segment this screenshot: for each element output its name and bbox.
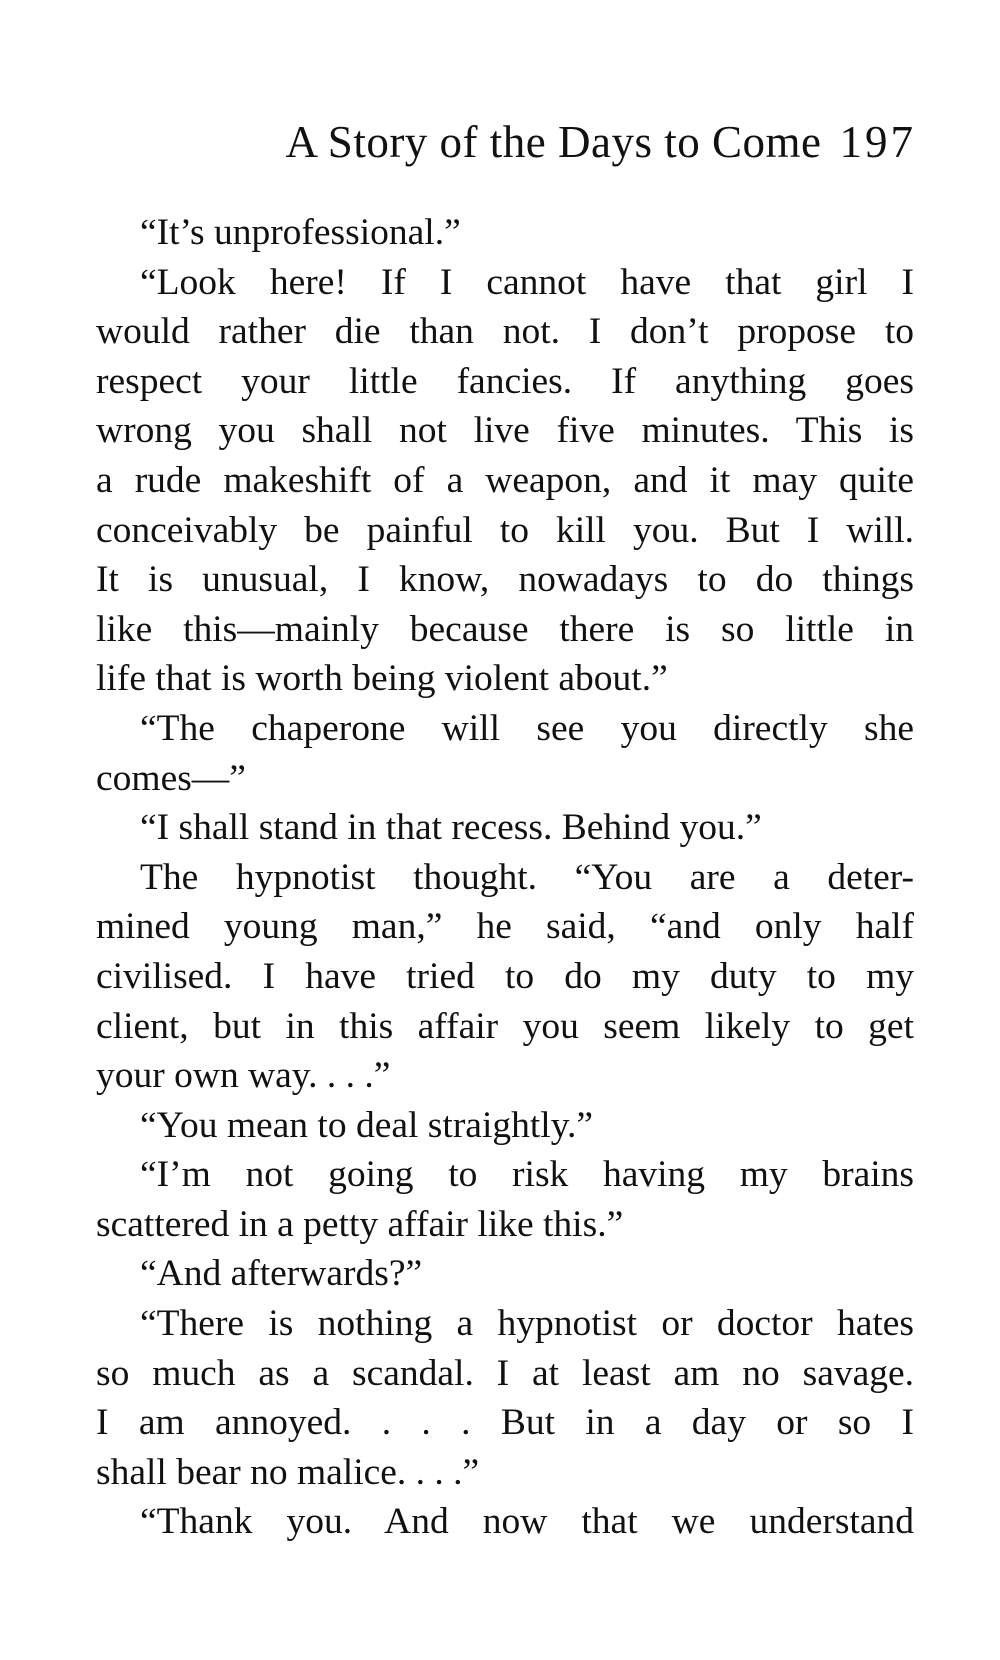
paragraph bbox=[96, 1299, 914, 1497]
text-line: shall bear no malice. . . .” bbox=[96, 1451, 480, 1493]
text-line: “I shall stand in that recess. Behind you.” bbox=[140, 807, 762, 849]
paragraph bbox=[96, 1101, 914, 1151]
text-line: respect your little fancies. If anything goes bbox=[96, 360, 914, 402]
text-line: “It’s unprofessional.” bbox=[140, 212, 461, 253]
paragraph bbox=[96, 1150, 914, 1249]
paragraph bbox=[96, 208, 914, 258]
text-line: so much as a scandal. I at least am no savage. bbox=[96, 1352, 914, 1394]
text-line: “The chaperone will see you directly she bbox=[140, 707, 914, 749]
text-line: It is unusual, I know, nowadays to do things bbox=[96, 559, 914, 601]
text-line: “There is nothing a hypnotist or doctor hates bbox=[140, 1303, 914, 1345]
running-head-title: A Story of the Days to Come bbox=[285, 117, 822, 167]
running-head bbox=[96, 112, 916, 172]
text-line: The hypnotist thought. “You are a deter- bbox=[140, 856, 914, 898]
text-line: conceivably be painful to kill you. But I will. bbox=[96, 509, 914, 551]
text-line: I am annoyed. . . . But in a day or so I bbox=[96, 1402, 914, 1444]
text-line: client, but in this affair you seem likely to get bbox=[96, 1005, 914, 1047]
text-line: mined young man,” he said, “and only half bbox=[96, 906, 914, 948]
paragraph bbox=[96, 803, 914, 853]
text-line: your own way. . . .” bbox=[96, 1055, 391, 1097]
text-line: would rather die than not. I don’t propose to bbox=[96, 311, 914, 353]
paragraph bbox=[96, 1249, 914, 1299]
body-text bbox=[96, 208, 914, 1547]
page-number: 197 bbox=[839, 117, 916, 167]
text-line: like this—mainly because there is so little in bbox=[96, 608, 914, 650]
text-line: “You mean to deal straightly.” bbox=[140, 1104, 594, 1146]
text-line: life that is worth being violent about.” bbox=[96, 658, 668, 700]
text-line: comes—” bbox=[96, 757, 246, 799]
text-line: “Thank you. And now that we understand bbox=[140, 1501, 914, 1543]
text-line: “Look here! If I cannot have that girl I bbox=[140, 261, 914, 303]
paragraph bbox=[96, 1497, 914, 1547]
text-line: scattered in a petty affair like this.” bbox=[96, 1203, 624, 1245]
text-line: wrong you shall not live five minutes. This is bbox=[96, 410, 914, 452]
text-line: “I’m not going to risk having my brains bbox=[140, 1154, 914, 1196]
text-line: a rude makeshift of a weapon, and it may quite bbox=[96, 459, 914, 501]
paragraph bbox=[96, 258, 914, 704]
text-line: civilised. I have tried to do my duty to my bbox=[96, 955, 914, 997]
text-line: “And afterwards?” bbox=[140, 1253, 423, 1295]
paragraph bbox=[96, 853, 914, 1101]
paragraph bbox=[96, 704, 914, 803]
